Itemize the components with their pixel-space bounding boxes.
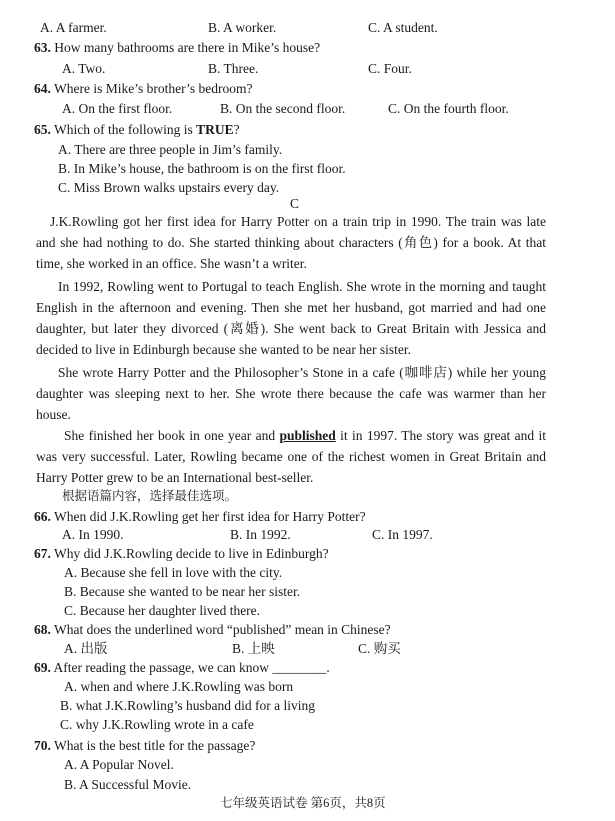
q67-question (34, 545, 329, 563)
section-label: C (290, 196, 300, 211)
q62-option-a: A. A farmer. (40, 20, 107, 35)
q62-option-c: C. A student. (368, 20, 438, 35)
q64-option-c: C. On the fourth floor. (388, 101, 509, 116)
q68-question (34, 621, 391, 639)
q63-question (34, 39, 320, 57)
q69-number: 69. (34, 660, 51, 675)
q66-number: 66. (34, 509, 51, 524)
q62-option-b: B. A worker. (208, 20, 277, 35)
q65-text-post: ? (233, 122, 240, 137)
q70-number: 70. (34, 738, 51, 753)
q63-option-a: A. Two. (62, 61, 106, 76)
q66-option-b: B. In 1992. (230, 527, 291, 542)
q65-option-c: C. Miss Brown walks upstairs every day. (58, 180, 280, 195)
q69-option-c: C. why J.K.Rowling wrote in a cafe (60, 717, 254, 732)
q70-question (34, 737, 255, 755)
q66-option-a: A. In 1990. (62, 527, 124, 542)
passage-p4-post: it in 1997. The story was great and it was very successful. Later, Rowling became one of the richest women in Great Britain and Harry Potter grew to be an International best-seller. (36, 428, 546, 485)
q64-option-b: B. On the second floor. (220, 101, 346, 116)
q68-option-a: A. 出版 (64, 641, 108, 656)
instruction: 根据语篇内容，选择最佳选项。 (62, 488, 238, 503)
q65-text-pre: Which of the following is (54, 122, 197, 137)
q68-option-c: C. 购买 (358, 641, 401, 656)
passage-paragraph-1: J.K.Rowling got her first idea for Harry Potter on a train trip in 1990. The train was late and she had nothing to do. She started thinking about characters (角色) for a book. At that time, she worked in an office. She wasn’t a writer. (36, 214, 546, 271)
q66-text: When did J.K.Rowling get her first idea for Harry Potter? (54, 509, 366, 524)
q65-question (34, 121, 240, 139)
q65-option-b: B. In Mike’s house, the bathroom is on the first floor. (58, 161, 346, 176)
q68-text: What does the underlined word “published” mean in Chinese? (54, 622, 391, 637)
q68-number: 68. (34, 622, 51, 637)
q65-number: 65. (34, 122, 51, 137)
q70-option-a: A. A Popular Novel. (64, 757, 174, 772)
q67-option-c: C. Because her daughter lived there. (64, 603, 261, 618)
q64-question (34, 80, 252, 98)
q64-text: Where is Mike’s brother’s bedroom? (54, 81, 253, 96)
q69-option-b: B. what J.K.Rowling’s husband did for a living (60, 698, 315, 713)
q63-text: How many bathrooms are there in Mike’s house? (54, 40, 321, 55)
q63-option-b: B. Three. (208, 61, 259, 76)
q68-option-b: B. 上映 (232, 641, 275, 656)
q67-number: 67. (34, 546, 51, 561)
q63-number: 63. (34, 40, 51, 55)
q65-text-bold: TRUE (196, 122, 234, 137)
passage-paragraph-4 (36, 425, 546, 488)
q64-option-a: A. On the first floor. (62, 101, 173, 116)
q69-question (34, 659, 330, 677)
passage-p4-pre: She finished her book in one year and (64, 428, 280, 443)
passage-paragraph-3: She wrote Harry Potter and the Philosopher’s Stone in a cafe (咖啡店) while her young daughter was sleeping next to her. She wrote there because the cafe was warmer than her house. (36, 365, 546, 422)
q67-text: Why did J.K.Rowling decide to live in Edinburgh? (54, 546, 329, 561)
page-footer: 七年级英语试卷 第6页，共8页 (220, 796, 386, 810)
q66-question (34, 508, 366, 526)
q70-text: What is the best title for the passage? (54, 738, 256, 753)
q66-option-c: C. In 1997. (372, 527, 433, 542)
q67-option-a: A. Because she fell in love with the city. (64, 565, 283, 580)
q64-number: 64. (34, 81, 51, 96)
q70-option-b: B. A Successful Movie. (64, 777, 192, 792)
q67-option-b: B. Because she wanted to be near her sister. (64, 584, 301, 599)
q69-text: After reading the passage, we can know ________. (53, 660, 330, 675)
passage-paragraph-2: In 1992, Rowling went to Portugal to teach English. She wrote in the morning and taught English in the afternoon and evening. Then she met her husband, got married and had one daughter, but later they divorced (离婚). She went back to Great Britain with Jessica and decided to live in Edinburgh because she wanted to be near her sister. (36, 279, 546, 357)
q65-option-a: A. There are three people in Jim’s family. (58, 142, 283, 157)
q69-option-a: A. when and where J.K.Rowling was born (64, 679, 294, 694)
q63-option-c: C. Four. (368, 61, 412, 76)
underlined-word-published: published (279, 428, 336, 443)
